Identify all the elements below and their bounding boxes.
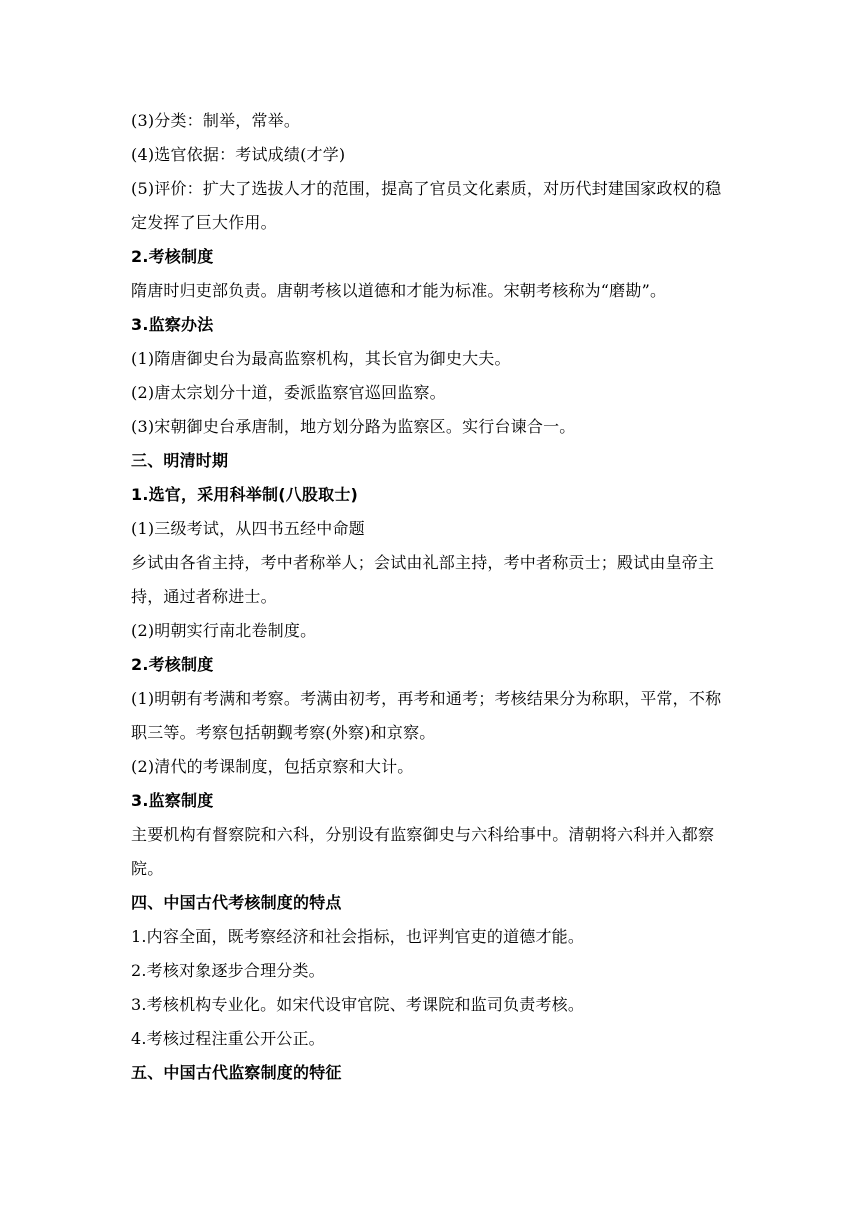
section-heading-ming-qing: 三、明清时期 [131, 451, 229, 470]
supervision-line-2: (2)唐太宗划分十道，委派监察官巡回监察。 [131, 383, 446, 402]
heading-assessment-system-ming-qing: 2.考核制度 [131, 655, 214, 674]
heading-supervision-methods: 3.监察办法 [131, 315, 214, 334]
assessment-paragraph: 隋唐时归吏部负责。唐朝考核以道德和才能为标准。宋朝考核称为“磨勘”。 [131, 281, 667, 300]
supervision-system-paragraph: 主要机构有督察院和六科，分别设有监察御史与六科给事中。清朝将六科并入都察院。 [131, 825, 715, 878]
supervision-line-1: (1)隋唐御史台为最高监察机构，其长官为御史大夫。 [131, 349, 511, 368]
feature-line-4: 4.考核过程注重公开公正。 [131, 1029, 325, 1048]
exam-levels-paragraph: 乡试由各省主持，考中者称举人；会试由礼部主持，考中者称贡士；殿试由皇帝主持，通过者称进士。 [131, 553, 715, 606]
ming-assessment-paragraph: (1)明朝有考满和考察。考满由初考，再考和通考；考核结果分为称职，平常，不称职三等。考察包括朝觐考察(外察)和京察。 [131, 689, 722, 742]
section-heading-assessment-features: 四、中国古代考核制度的特点 [131, 893, 342, 912]
section-heading-supervision-features: 五、中国古代监察制度的特征 [131, 1063, 342, 1082]
feature-line-3: 3.考核机构专业化。如宋代设审官院、考课院和监司负责考核。 [131, 995, 585, 1014]
classification-line: (3)分类：制举，常举。 [131, 111, 301, 130]
document-body [131, 104, 731, 1090]
feature-line-1: 1.内容全面，既考察经济和社会指标，也评判官吏的道德才能。 [131, 927, 585, 946]
exam-line-1: (1)三级考试，从四书五经中命题 [131, 519, 365, 538]
evaluation-paragraph: (5)评价：扩大了选拔人才的范围，提高了官员文化素质，对历代封建国家政权的稳定发挥了巨大作用。 [131, 179, 722, 232]
selection-basis-line: (4)选官依据：考试成绩(才学) [131, 145, 346, 164]
qing-assessment-line: (2)清代的考课制度，包括京察和大计。 [131, 757, 414, 776]
heading-imperial-exam: 1.选官，采用科举制(八股取士) [131, 485, 359, 504]
exam-line-2: (2)明朝实行南北卷制度。 [131, 621, 317, 640]
supervision-line-3: (3)宋朝御史台承唐制，地方划分路为监察区。实行台谏合一。 [131, 417, 576, 436]
heading-supervision-system: 3.监察制度 [131, 791, 214, 810]
feature-line-2: 2.考核对象逐步合理分类。 [131, 961, 325, 980]
heading-assessment-system: 2.考核制度 [131, 247, 214, 266]
